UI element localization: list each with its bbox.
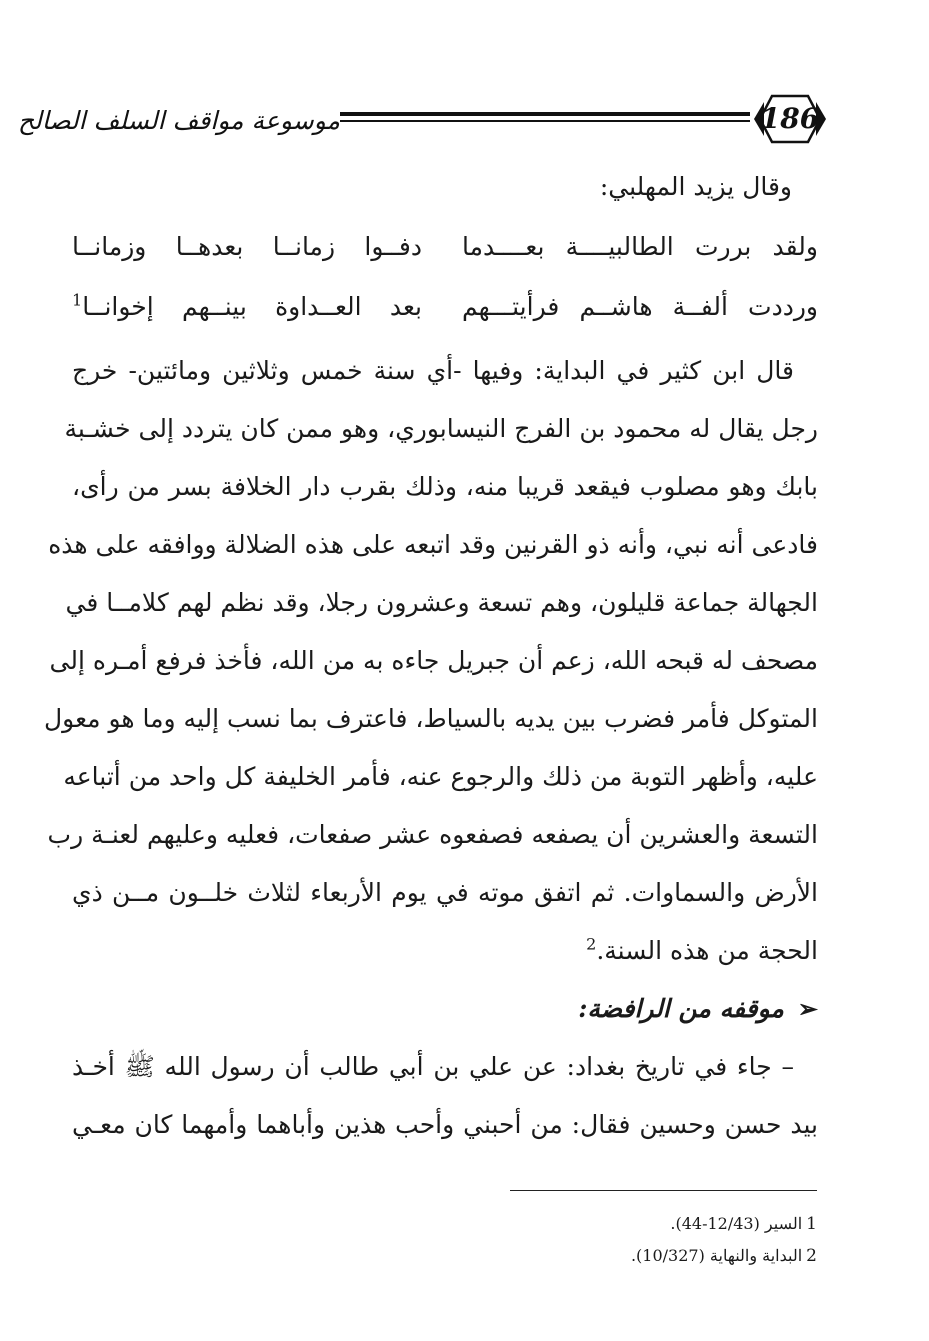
footnote-ref-2: 2 — [586, 934, 597, 954]
header-rule-thin — [340, 120, 750, 122]
intro-line: وقال يزيد المهلبي: — [599, 172, 792, 201]
footnote-1 — [510, 1208, 817, 1240]
footnote-separator — [510, 1190, 817, 1191]
footnote-1-number: 1 — [806, 1214, 817, 1234]
verse-2-second-hemistich — [72, 278, 422, 336]
page-number-badge — [750, 90, 830, 148]
paragraph-line: التسعة والعشرين أن يصفعه فصفعوه عشر صفعات، فعليه وعليهم لعنـة رب — [47, 820, 818, 849]
footnote-2-number: 2 — [806, 1246, 817, 1266]
verse-1-second-hemistich: دفــوا زمانــا بعدهــا وزمانــا — [72, 232, 422, 261]
page-body — [44, 158, 818, 1154]
page-header — [17, 86, 830, 162]
arrowhead-bullet-icon: ➢ — [797, 994, 818, 1023]
paragraph-last-line — [72, 922, 818, 980]
paragraph-line: الأرض والسماوات. ثم اتفق موته في يوم الأربعاء لثلاث خلــون مــن ذي — [72, 878, 818, 907]
verse-1-first-hemistich: ولقد بررت الطالبيــــة بعــــدما — [462, 232, 818, 261]
header-rule — [340, 112, 750, 126]
footnote-2 — [510, 1240, 817, 1272]
section-line: بيد حسن وحسين فقال: من أحبني وأحب هذين وأباهما وأمهما كان معـي — [72, 1110, 818, 1139]
footnote-1-text: السير (12/43-44). — [670, 1214, 803, 1233]
verse-2 — [72, 278, 818, 336]
paragraph-line: عليه، وأظهر التوبة من ذلك والرجوع عنه، فأمر الخليفة كل واحد من أتباعه — [63, 762, 818, 791]
section-heading-text: موقفه من الرافضة: — [578, 994, 784, 1023]
paragraph-line: رجل يقال له محمود بن الفرج النيسابوري، وهو ممن كان يتردد إلى خشـبة — [64, 414, 818, 443]
paragraph-line: الجهالة جماعة قليلون، وهم تسعة وعشرون رجلا، وقد نظم لهم كلامــا في — [65, 588, 818, 617]
footnotes — [510, 1208, 817, 1272]
paragraph-line: بابك وهو مصلوب فيقعد قريبا منه، وذلك بقرب دار الخلافة بسر من رأى، — [72, 472, 818, 501]
section-heading — [72, 980, 818, 1038]
series-title: موسوعة مواقف السلف الصالح — [17, 106, 340, 135]
verse-1 — [72, 218, 818, 276]
paragraph-last-line-text: الحجة من هذه السنة. — [596, 936, 818, 965]
paragraph-line: قال ابن كثير في البداية: وفيها -أي سنة خمس وثلاثين ومائتين- خرج — [72, 356, 794, 385]
footnote-ref-1: 1 — [72, 290, 83, 310]
paragraph-line: مصحف له قبحه الله، زعم أن جبريل جاءه به من الله، فأخذ فرفع أمـره إلى — [49, 646, 818, 675]
verse-2-second-hemistich-text: بعد العــداوة بينــهم إخوانــا — [82, 292, 422, 321]
paragraph-line: فادعى أنه نبي، وأنه ذو القرنين وقد اتبعه على هذه الضلالة ووافقه على هذه — [48, 530, 818, 559]
header-rule-thick — [340, 112, 750, 116]
verse-2-first-hemistich: ورددت ألفــة هاشــم فرأيتـــهم — [462, 292, 818, 321]
paragraph-line: المتوكل فأمر فضرب بين يديه بالسياط، فاعترف بما نسب إليه وما هو معول — [44, 704, 818, 733]
section-line: – جاء في تاريخ بغداد: عن علي بن أبي طالب أن رسول الله ﷺ أخـذ — [72, 1052, 794, 1081]
footnote-2-text: البداية والنهاية (10/327). — [630, 1246, 803, 1265]
page-number: 186 — [760, 102, 820, 135]
